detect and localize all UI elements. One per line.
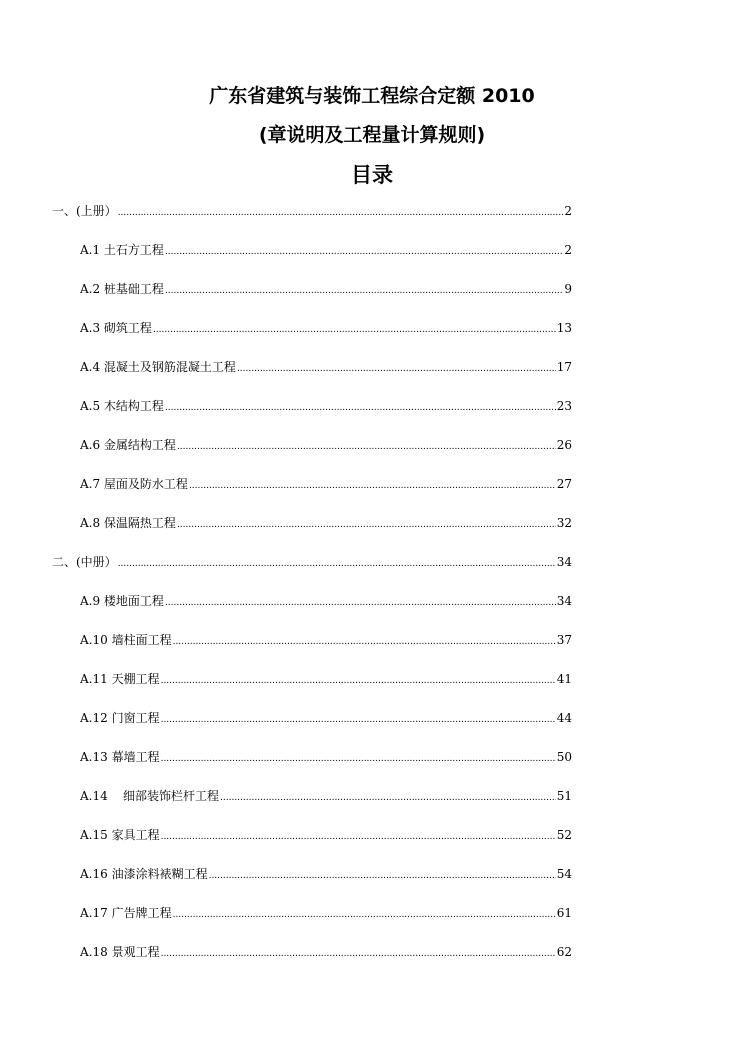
- toc-entry-label: A.15 家具工程: [80, 828, 160, 842]
- toc-leader-dots: [161, 829, 556, 845]
- toc-entry-volume-1[interactable]: [52, 203, 572, 221]
- toc-leader-dots: [165, 283, 563, 299]
- toc-entry-page: 51: [556, 789, 572, 803]
- toc-leader-dots: [209, 868, 556, 884]
- toc-entry-page: 34: [556, 594, 572, 608]
- toc-leader-dots: [220, 790, 556, 806]
- toc-entry-page: 62: [556, 945, 572, 959]
- toc-entry-page: 44: [556, 711, 572, 725]
- document-subtitle: (章说明及工程量计算规则): [258, 124, 486, 146]
- toc-entry-a7[interactable]: [80, 476, 572, 494]
- toc-entry-a16[interactable]: [80, 866, 572, 884]
- toc-entry-page: 2: [564, 204, 572, 218]
- toc-entry-page: 27: [556, 477, 572, 491]
- toc-leader-dots: [173, 634, 556, 650]
- toc-entry-label: A.1 土石方工程: [80, 243, 164, 257]
- toc-entry-label: A.12 门窗工程: [80, 711, 160, 725]
- toc-leader-dots: [237, 361, 556, 377]
- toc-entry-page: 17: [556, 360, 572, 374]
- toc-leader-dots: [161, 712, 556, 728]
- toc-entry-label: A.5 木结构工程: [80, 399, 164, 413]
- toc-entry-a2[interactable]: [80, 281, 572, 299]
- toc-entry-a9[interactable]: [80, 593, 572, 611]
- toc-entry-a12[interactable]: [80, 710, 572, 728]
- toc-entry-page: 13: [556, 321, 572, 335]
- toc-leader-dots: [177, 517, 556, 533]
- toc-entry-label: A.6 金属结构工程: [80, 438, 176, 452]
- toc-entry-label: A.9 楼地面工程: [80, 594, 164, 608]
- toc-entry-label: A.16 油漆涂料裱糊工程: [80, 867, 208, 881]
- toc-entry-label: A.13 幕墙工程: [80, 750, 160, 764]
- toc-entry-page: 32: [556, 516, 572, 530]
- toc-leader-dots: [165, 244, 563, 260]
- toc-entry-label: A.8 保温隔热工程: [80, 516, 176, 530]
- toc-entry-page: 54: [556, 867, 572, 881]
- toc-entry-label: A.7 屋面及防水工程: [80, 477, 188, 491]
- toc-entry-page: 37: [556, 633, 572, 647]
- toc-entry-page: 9: [564, 282, 572, 296]
- toc-entry-a18[interactable]: [80, 944, 572, 962]
- toc-entry-page: 61: [556, 906, 572, 920]
- toc-leader-dots: [177, 439, 556, 455]
- toc-entry-label: A.2 桩基础工程: [80, 282, 164, 296]
- toc-entry-page: 26: [556, 438, 572, 452]
- toc-entry-label: 一、(上册）: [52, 204, 117, 218]
- toc-entry-label: A.4 混凝土及钢筋混凝土工程: [80, 360, 236, 374]
- toc-leader-dots: [118, 556, 556, 572]
- toc-entry-a13[interactable]: [80, 749, 572, 767]
- toc-leader-dots: [165, 595, 556, 611]
- toc-leader-dots: [161, 946, 556, 962]
- toc-entry-label: 二、(中册）: [52, 555, 117, 569]
- toc-entry-label: A.18 景观工程: [80, 945, 160, 959]
- toc-entry-a10[interactable]: [80, 632, 572, 650]
- toc-entry-label: A.17 广告牌工程: [80, 906, 172, 920]
- toc-entry-a15[interactable]: [80, 827, 572, 845]
- toc-entry-label: A.3 砌筑工程: [80, 321, 152, 335]
- toc-entry-page: 2: [564, 243, 572, 257]
- toc-entry-a5[interactable]: [80, 398, 572, 416]
- toc-entry-label: A.11 天棚工程: [80, 672, 160, 686]
- toc-leader-dots: [165, 400, 556, 416]
- toc-entry-a4[interactable]: [80, 359, 572, 377]
- toc-leader-dots: [118, 205, 564, 221]
- toc-leader-dots: [161, 751, 556, 767]
- toc-entry-volume-2[interactable]: [52, 554, 572, 572]
- document-title: 广东省建筑与装饰工程综合定额 2010: [209, 85, 535, 107]
- toc-entry-a14[interactable]: [80, 788, 572, 806]
- toc-entry-page: 41: [556, 672, 572, 686]
- toc-entry-page: 23: [556, 399, 572, 413]
- toc-entry-a3[interactable]: [80, 320, 572, 338]
- toc-heading: 目录: [351, 163, 393, 187]
- toc-entry-a11[interactable]: [80, 671, 572, 689]
- toc-leader-dots: [173, 907, 556, 923]
- toc-leader-dots: [189, 478, 556, 494]
- toc-leader-dots: [153, 322, 556, 338]
- toc-entry-label: A.14 细部装饰栏杆工程: [80, 789, 220, 803]
- toc-entry-page: 34: [556, 555, 572, 569]
- toc-leader-dots: [161, 673, 556, 689]
- toc-entry-label: A.10 墙柱面工程: [80, 633, 172, 647]
- toc-entry-a8[interactable]: [80, 515, 572, 533]
- toc-entry-page: 52: [556, 828, 572, 842]
- toc-entry-a6[interactable]: [80, 437, 572, 455]
- toc-entry-a17[interactable]: [80, 905, 572, 923]
- toc-entry-page: 50: [556, 750, 572, 764]
- toc-entry-a1[interactable]: [80, 242, 572, 260]
